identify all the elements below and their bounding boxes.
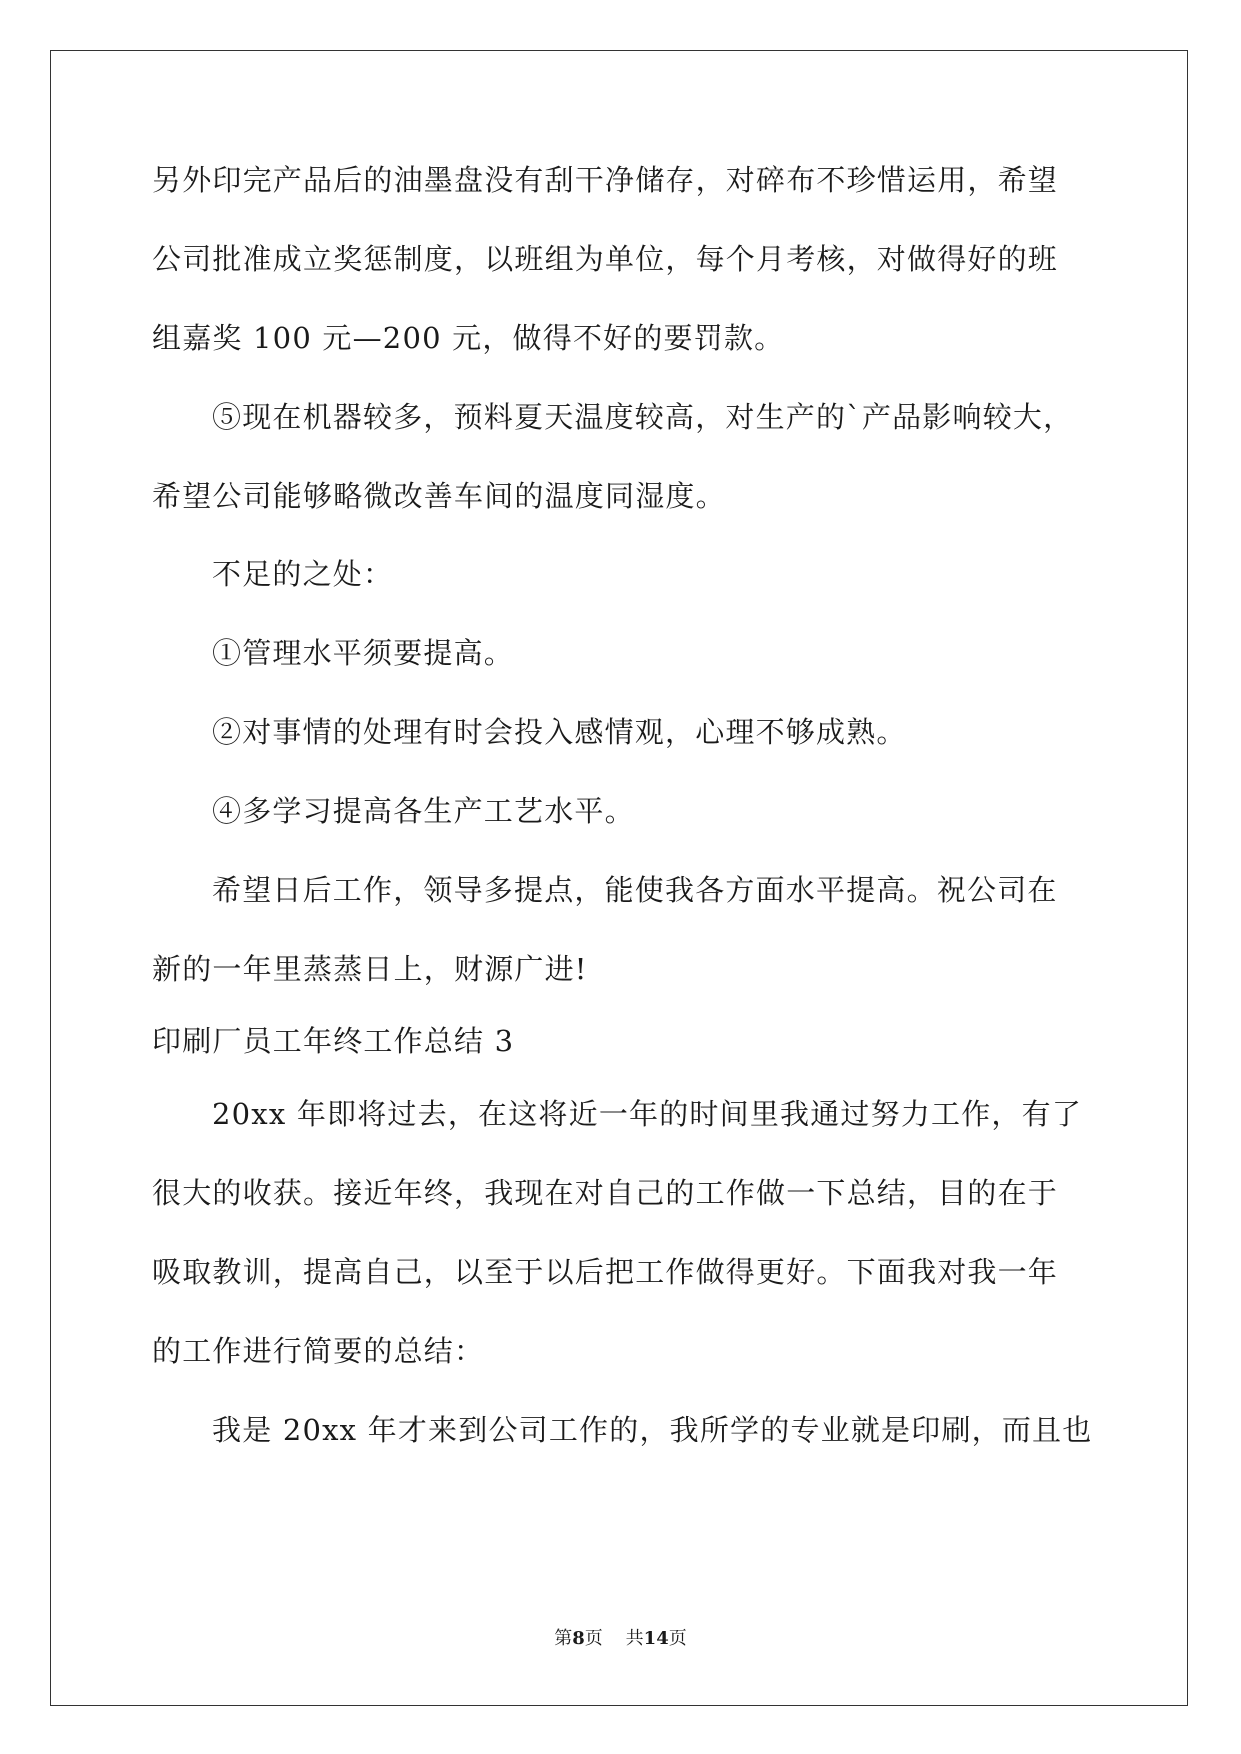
total-pages-number: 14 (643, 1628, 669, 1649)
text-line: 很大的收获。接近年终，我现在对自己的工作做一下总结，目的在于 (152, 1176, 1059, 1210)
text-line: 组嘉奖 100 元—200 元，做得不好的要罚款。 (152, 321, 785, 355)
footer-page-suffix: 页 (584, 1628, 603, 1649)
footer-total-prefix: 共 (625, 1628, 644, 1649)
text-line: 的工作进行简要的总结： (152, 1334, 485, 1368)
text-line: 另外印完产品后的油墨盘没有刮干净储存，对碎布不珍惜运用，希望 (152, 163, 1059, 197)
text-line: 20xx 年即将过去，在这将近一年的时间里我通过努力工作，有了 (212, 1097, 1083, 1131)
text-line: ⑤现在机器较多，预料夏天温度较高，对生产的`产品影响较大， (212, 400, 1074, 434)
text-line: ④多学习提高各生产工艺水平。 (212, 794, 635, 828)
footer-total-suffix: 页 (668, 1628, 687, 1649)
text-line: 希望日后工作，领导多提点，能使我各方面水平提高。祝公司在 (212, 873, 1058, 907)
section-heading: 印刷厂员工年终工作总结 3 (152, 1024, 515, 1058)
current-page-number: 8 (572, 1628, 585, 1649)
text-line: ②对事情的处理有时会投入感情观，心理不够成熟。 (212, 715, 907, 749)
text-line: 我是 20xx 年才来到公司工作的，我所学的专业就是印刷，而且也 (212, 1413, 1093, 1447)
page-footer (0, 1627, 1241, 1651)
text-line: 希望公司能够略微改善车间的温度同湿度。 (152, 479, 726, 513)
text-line: 公司批准成立奖惩制度，以班组为单位，每个月考核，对做得好的班 (152, 242, 1059, 276)
text-line: 新的一年里蒸蒸日上，财源广进! (152, 952, 588, 986)
text-line: ①管理水平须要提高。 (212, 636, 515, 670)
footer-prefix: 第 (554, 1628, 573, 1649)
text-line: 不足的之处： (212, 557, 394, 591)
text-line: 吸取教训，提高自己，以至于以后把工作做得更好。下面我对我一年 (152, 1255, 1059, 1289)
